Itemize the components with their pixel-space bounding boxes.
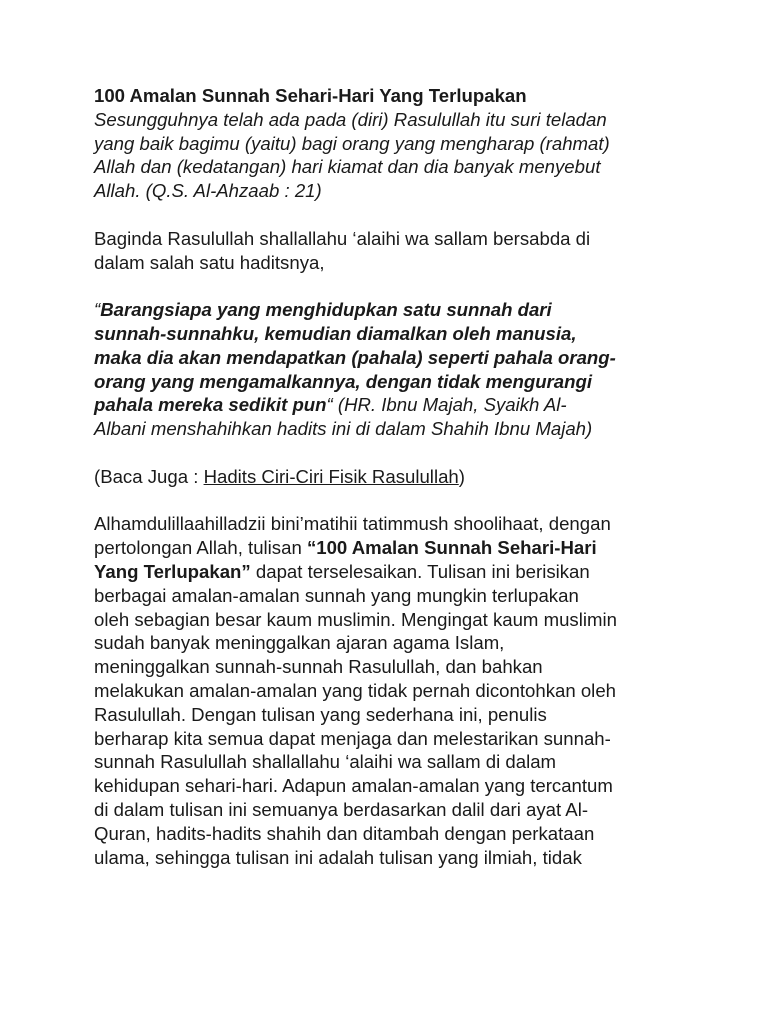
body-alaihi: alaihi bbox=[349, 751, 393, 773]
body-line: oleh sebagian besar kaum muslimin. Mengingat kaum muslimin bbox=[94, 608, 617, 630]
hadith-line bbox=[94, 393, 684, 417]
hadith-line: sunnah-sunnahku, kemudian diamalkan oleh manusia, bbox=[94, 322, 577, 344]
body-line: berharap kita semua dapat menjaga dan melestarikan sunnah- bbox=[94, 727, 611, 749]
hadith-close-quote: “ bbox=[326, 394, 333, 416]
body-paragraph bbox=[94, 512, 684, 869]
see-also-paragraph bbox=[94, 465, 684, 489]
document-title: 100 Amalan Sunnah Sehari-Hari Yang Terlupakan bbox=[94, 85, 527, 106]
hadith-text: Barangsiapa yang menghidupkan satu sunnah dari bbox=[100, 299, 552, 321]
body-line: ulama, sehingga tulisan ini adalah tulisan yang ilmiah, tidak bbox=[94, 846, 582, 868]
verse-line: Allah. (Q.S. Al-Ahzaab : 21) bbox=[94, 180, 322, 202]
body-line bbox=[94, 560, 684, 584]
intro-text: wa sallam bersabda di bbox=[399, 227, 591, 249]
hadith-source-line: Albani menshahihkan hadits ini di dalam Shahih Ibnu Majah) bbox=[94, 418, 593, 440]
hadith-line bbox=[94, 298, 684, 322]
intro-line: dalam salah satu haditsnya, bbox=[94, 251, 325, 273]
body-text: tatimmush shoolihaat, dengan bbox=[357, 513, 611, 535]
title-verse-paragraph bbox=[94, 84, 684, 203]
body-text: dapat terselesaikan. Tulisan ini berisikan bbox=[250, 560, 590, 582]
body-line bbox=[94, 536, 684, 560]
body-line: melakukan amalan-amalan yang tidak pernah dicontohkan oleh bbox=[94, 679, 616, 701]
body-line: Quran, hadits-hadits shahih dan ditambah dengan perkataan bbox=[94, 822, 595, 844]
body-line: meninggalkan sunnah-sunnah Rasulullah, dan bahkan bbox=[94, 656, 543, 678]
body-bold-title: Yang Terlupakan” bbox=[94, 560, 251, 582]
verse-line: Sesungguhnya telah ada pada (diri) Rasulullah itu suri teladan bbox=[94, 108, 607, 130]
see-also-prefix: (Baca Juga : bbox=[94, 465, 204, 487]
body-bold-title: “100 Amalan Sunnah Sehari-Hari bbox=[306, 537, 597, 559]
verse-line: Allah dan (kedatangan) hari kiamat dan dia banyak menyebut bbox=[94, 156, 601, 178]
body-text: bini’matihii bbox=[270, 513, 358, 535]
body-text: Alhamdulillaahilladzii bbox=[94, 513, 271, 535]
body-line: sudah banyak meninggalkan ajaran agama Islam, bbox=[94, 632, 505, 654]
hadith-line: maka dia akan mendapatkan (pahala) seperti pahala orang- bbox=[94, 346, 616, 368]
hadith-text: pahala mereka sedikit pun bbox=[94, 394, 327, 416]
see-also-suffix: ) bbox=[458, 465, 465, 487]
intro-text: Baginda Rasulullah shallallahu ‘ bbox=[94, 227, 357, 249]
intro-alaihi: alaihi bbox=[356, 227, 400, 249]
body-line: kehidupan sehari-hari. Adapun amalan-amalan yang tercantum bbox=[94, 775, 613, 797]
hadith-source: (HR. Ibnu Majah, Syaikh Al- bbox=[332, 394, 567, 416]
body-text: wa sallam di dalam bbox=[392, 751, 557, 773]
body-line: berbagai amalan-amalan sunnah yang mungkin terlupakan bbox=[94, 584, 579, 606]
verse-line: yang baik bagimu (yaitu) bagi orang yang mengharap (rahmat) bbox=[94, 132, 610, 154]
hadith-paragraph bbox=[94, 298, 684, 441]
intro-paragraph bbox=[94, 227, 684, 275]
body-line bbox=[94, 512, 684, 536]
hadith-open-quote: “ bbox=[94, 299, 101, 321]
intro-line bbox=[94, 227, 684, 251]
body-line: di dalam tulisan ini semuanya berdasarkan dalil dari ayat Al- bbox=[94, 798, 589, 820]
body-text: sunnah Rasulullah shallallahu ‘ bbox=[94, 751, 350, 773]
hadith-line: orang yang mengamalkannya, dengan tidak mengurangi bbox=[94, 370, 593, 392]
body-text: pertolongan Allah, tulisan bbox=[94, 537, 307, 559]
body-line bbox=[94, 750, 684, 774]
hadits-ciri-ciri-link[interactable]: Hadits Ciri-Ciri Fisik Rasulullah bbox=[203, 465, 459, 487]
document-page bbox=[94, 84, 684, 893]
body-line: Rasulullah. Dengan tulisan yang sederhana ini, penulis bbox=[94, 703, 547, 725]
